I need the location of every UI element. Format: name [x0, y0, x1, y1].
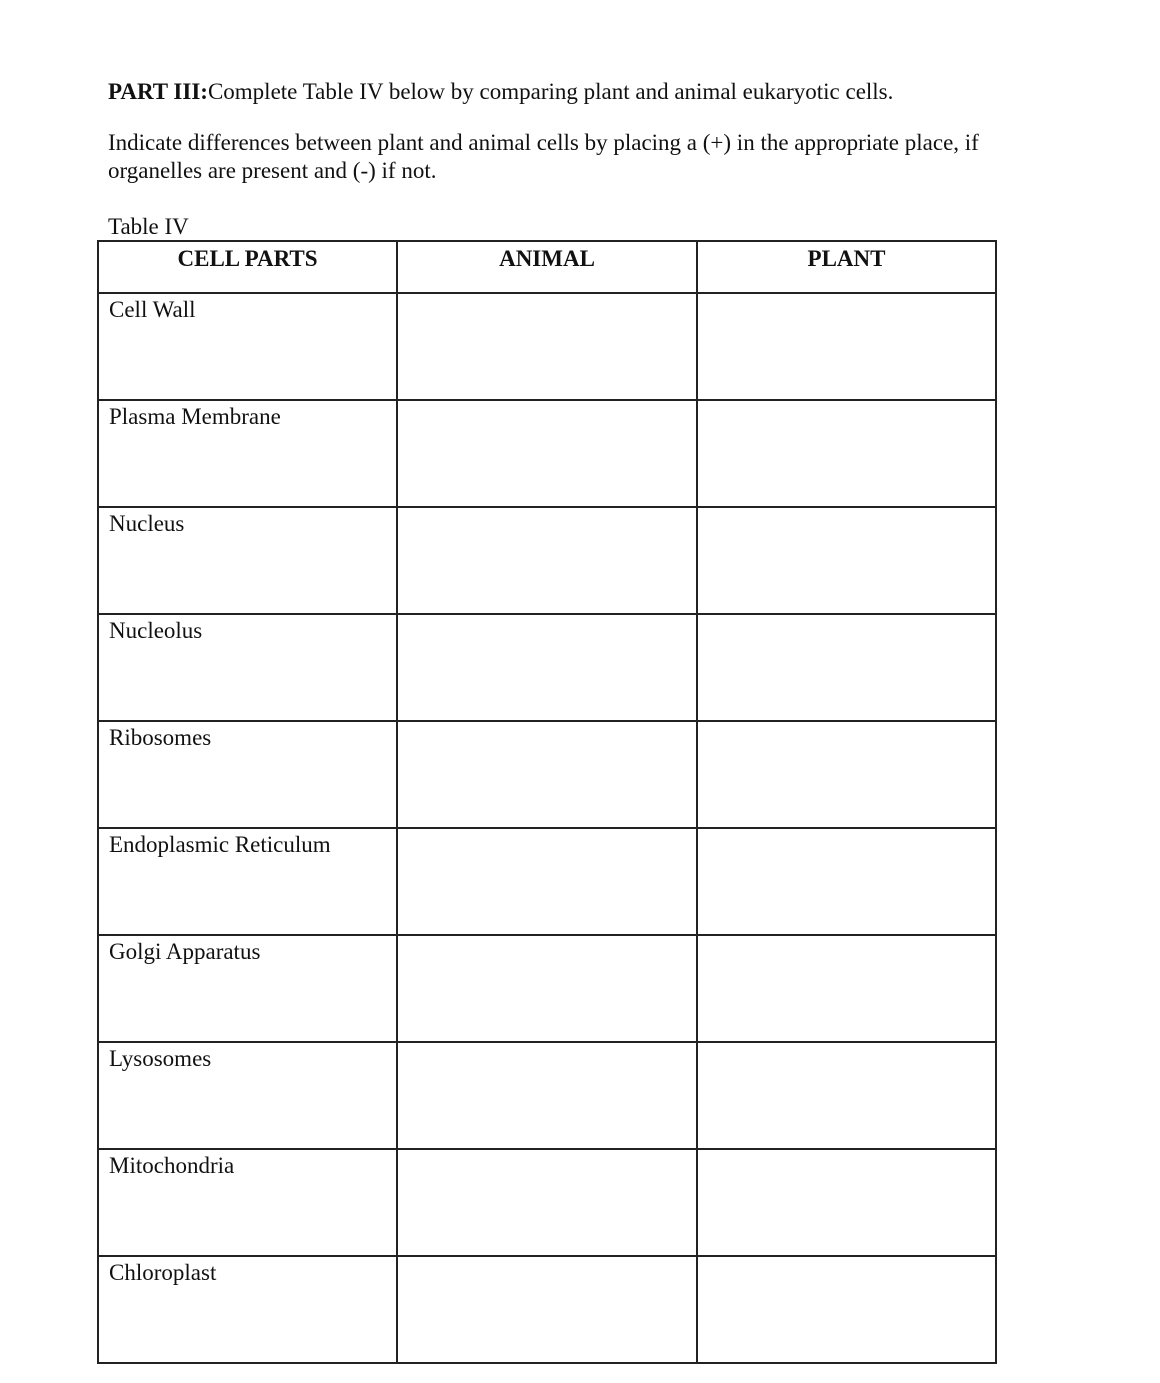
plant-answer-cell[interactable] [697, 721, 996, 828]
cell-part-name: Lysosomes [98, 1042, 397, 1149]
plant-answer-cell[interactable] [697, 828, 996, 935]
table-row [98, 507, 996, 614]
plant-answer-cell[interactable] [697, 400, 996, 507]
animal-answer-cell[interactable] [397, 1042, 697, 1149]
cell-part-name: Plasma Membrane [98, 400, 397, 507]
plant-answer-cell[interactable] [697, 614, 996, 721]
plant-answer-cell[interactable] [697, 935, 996, 1042]
plant-answer-cell[interactable] [697, 293, 996, 400]
table-row [98, 1042, 996, 1149]
cell-part-name: Cell Wall [98, 293, 397, 400]
table-row [98, 828, 996, 935]
part-heading-text: Complete Table IV below by comparing plant and animal eukaryotic cells. [207, 79, 894, 104]
plant-answer-cell[interactable] [697, 507, 996, 614]
part-label: PART III: [108, 79, 208, 104]
table-row [98, 1256, 996, 1363]
table-body [98, 293, 996, 1363]
cell-part-name: Nucleolus [98, 614, 397, 721]
table-header-row [98, 241, 996, 293]
animal-answer-cell[interactable] [397, 721, 697, 828]
plant-answer-cell[interactable] [697, 1042, 996, 1149]
table-row [98, 400, 996, 507]
cell-part-name: Mitochondria [98, 1149, 397, 1256]
table-caption: Table IV [108, 214, 189, 239]
animal-answer-cell[interactable] [397, 828, 697, 935]
instructions-text: Indicate differences between plant and animal cells by placing a (+) in the appropriate place, if organelles are present and (-) if not. [108, 130, 979, 183]
cell-part-name: Chloroplast [98, 1256, 397, 1363]
animal-answer-cell[interactable] [397, 400, 697, 507]
header-animal: ANIMAL [397, 241, 697, 293]
animal-answer-cell[interactable] [397, 1256, 697, 1363]
cell-part-name: Nucleus [98, 507, 397, 614]
table-row [98, 614, 996, 721]
header-plant: PLANT [697, 241, 996, 293]
table-row [98, 935, 996, 1042]
table-row [98, 721, 996, 828]
animal-answer-cell[interactable] [397, 614, 697, 721]
cell-parts-table [97, 240, 997, 1364]
animal-answer-cell[interactable] [397, 1149, 697, 1256]
table-row [98, 1149, 996, 1256]
animal-answer-cell[interactable] [397, 293, 697, 400]
table-row [98, 293, 996, 400]
plant-answer-cell[interactable] [697, 1256, 996, 1363]
animal-answer-cell[interactable] [397, 507, 697, 614]
header-cell-parts: CELL PARTS [98, 241, 397, 293]
cell-part-name: Endoplasmic Reticulum [98, 828, 397, 935]
cell-part-name: Golgi Apparatus [98, 935, 397, 1042]
part-heading [108, 77, 893, 107]
plant-answer-cell[interactable] [697, 1149, 996, 1256]
animal-answer-cell[interactable] [397, 935, 697, 1042]
cell-part-name: Ribosomes [98, 721, 397, 828]
